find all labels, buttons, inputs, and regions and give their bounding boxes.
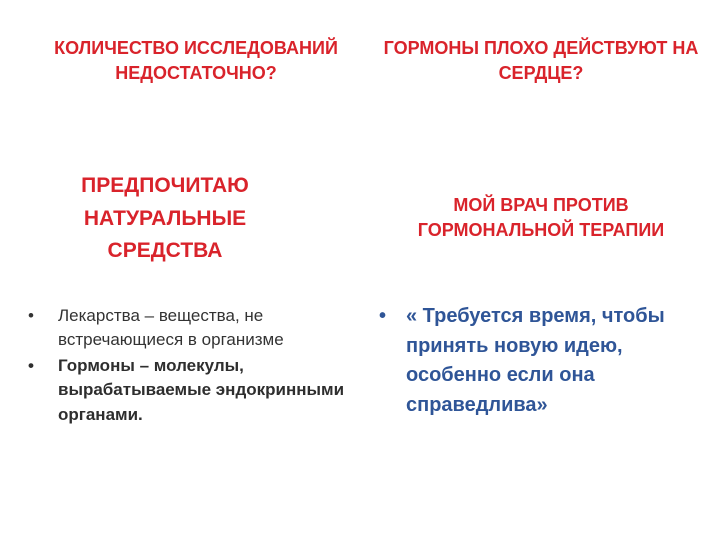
- quote-text: « Требуется время, чтобы принять новую идею, особенно если она справедлива»: [406, 305, 665, 416]
- list-item: [28, 304, 358, 352]
- heading-research-insufficient: КОЛИЧЕСТВО ИССЛЕДОВАНИЙ НЕДОСТАТОЧНО?: [54, 38, 338, 84]
- bullet-icon: •: [28, 306, 34, 325]
- bullet-icon: •: [379, 305, 387, 327]
- list-item-text: Гормоны – молекулы, вырабатываемые эндокринными органами.: [58, 356, 345, 424]
- list-item: [28, 354, 358, 426]
- right-bullet-list: [379, 302, 699, 420]
- heading-hormones-heart: ГОРМОНЫ ПЛОХО ДЕЙСТВУЮТ НА СЕРДЦЕ?: [383, 38, 699, 84]
- list-item-text: Лекарства – вещества, не встречающиеся в организме: [58, 306, 284, 350]
- heading-doctor-against-therapy: МОЙ ВРАЧ ПРОТИВ ГОРМОНАЛЬНОЙ ТЕРАПИИ: [417, 195, 665, 241]
- list-item: [379, 302, 699, 420]
- left-bullet-list: [28, 304, 358, 427]
- bullet-icon: •: [28, 356, 34, 376]
- heading-natural-remedies: ПРЕДПОЧИТАЮ НАТУРАЛЬНЫЕ СРЕДСТВА: [81, 174, 249, 263]
